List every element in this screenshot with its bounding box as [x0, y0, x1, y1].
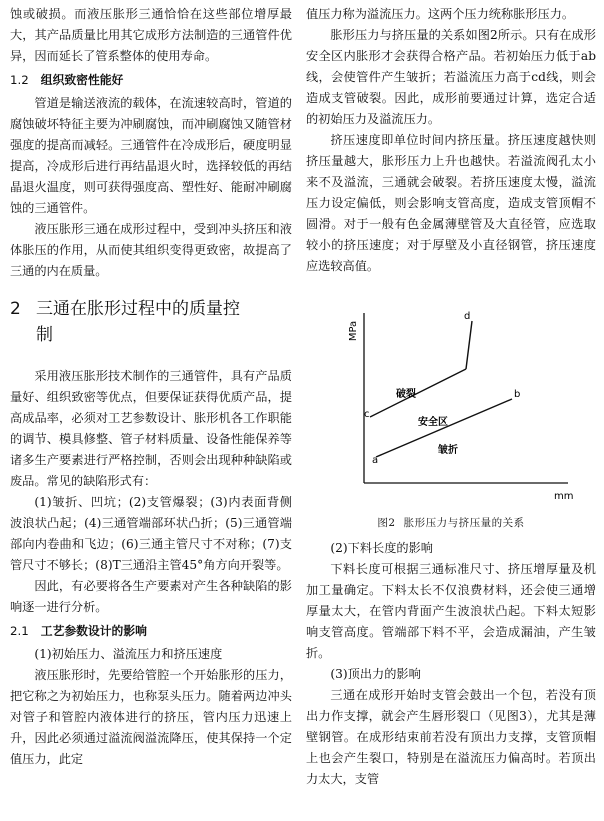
paragraph: 值压力称为溢流压力。这两个压力统称胀形压力。: [306, 7, 575, 21]
paragraph: 液压胀形三通在成形过程中，受到冲头挤压和液体胀压的作用，从而使其组织变得更致密，故提高了三通的内在质量。: [10, 222, 292, 278]
figure-2: [306, 285, 596, 507]
section-number: 2.1: [10, 624, 29, 638]
x-axis-label: mm: [554, 491, 574, 502]
subsection-heading: (1)初始压力、溢流压力和挤压速度: [34, 647, 223, 661]
section-number: 1.2: [10, 73, 29, 87]
subsection-heading: (2)下料长度的影响: [330, 541, 433, 555]
figure-caption: [306, 513, 596, 534]
section-title-line2: 制: [36, 325, 53, 345]
subsection-heading: (3)顶出力的影响: [330, 667, 421, 681]
section-title-line1: 三通在胀形过程中的质量控: [36, 299, 240, 319]
paragraph: 液压胀形时，先要给管腔一个开始胀形的压力，把它称之为初始压力，也称泵头压力。随着两边冲头对管子和管腔内液体进行的挤压，管内压力迅速上升，因此必须通过溢流阀溢流降压，使其保持一个定值压力，此定: [10, 668, 292, 766]
paragraph: 下料长度可根据三通标准尺寸、挤压增厚量及机加工量确定。下料太长不仅浪费材料，还会使三通增厚量太大，在管内背面产生波浪状凸起。下料太短影响支管高度。管端部下料不平，会造成漏油，产生皱折。: [306, 562, 596, 660]
paragraph: 管道是输送液流的载体，在流速较高时，管道的腐蚀破坏特征主要为冲刷腐蚀，而冲刷腐蚀又随管材强度的提高而减轻。三通管件在冷成形后，硬度明显提高，冷成形后进行再结晶退火时，选择较低的再结晶退火温度，则可获得强度高、塑性好、能耐冲刷腐蚀的三通管件。: [10, 96, 292, 215]
point-label-a: a: [372, 455, 379, 466]
region-label-burst: 破裂: [396, 389, 416, 400]
point-label-b: b: [514, 389, 521, 400]
section-title: 组织致密性能好: [40, 73, 124, 87]
point-label-d: d: [464, 311, 471, 322]
caption-number: 图2: [377, 517, 396, 529]
left-column: [10, 4, 292, 770]
caption-text: 胀形压力与挤压量的关系: [403, 517, 525, 529]
paragraph: 采用液压胀形技术制作的三通管件，具有产品质量好、组织致密等优点，但要保证获得优质产品，提高成品率，必须对工艺参数设计、胀形机各工作职能的调节、模具修整、管子材料质量、设备性能保养等诸多生产要素进行严格控制，否则会出现种种缺陷或废品。常见的缺陷形式有：: [10, 369, 292, 488]
region-label-safe: 安全区: [418, 417, 448, 428]
paragraph: 三通在成形开始时支管会鼓出一个包，若没有顶出力作支撑，就会产生唇形裂口（见图3），尤其是薄壁钢管。在成形结束前若没有顶出力支撑，支管顶帽上也会产生裂口，特别是在溢流压力偏高时。若顶出力太大，支管: [306, 688, 596, 786]
right-column: [306, 4, 596, 790]
section-heading-1-2: [10, 70, 292, 91]
section-title: 工艺参数设计的影响: [40, 624, 147, 638]
y-axis-label: MPa: [348, 320, 359, 342]
line-cd-left: [370, 369, 466, 417]
region-label-wrinkle: 皱折: [438, 445, 458, 456]
point-label-c: c: [364, 409, 370, 420]
section-number: 2: [10, 299, 21, 319]
paragraph: 蚀或破损。而液压胀形三通恰恰在这些部位增厚最大，其产品质量比用其它成形方法制造的三通管件优异，因而延长了管系整体的使用寿命。: [10, 7, 292, 63]
pressure-stroke-diagram: [306, 285, 596, 507]
defect-list: (1)皱折、凹坑；(2)支管爆裂；(3)内表面背侧波浪状凸起；(4)三通管端部环状凸折；(5)三通管端部向内卷曲和飞边；(6)三通主管尺寸不对称；(7)支管尺寸不够长；(8)T三通沿主管45°角方向开裂等。: [10, 495, 292, 572]
paragraph: 因此，有必要将各生产要素对产生各种缺陷的影响逐一进行分析。: [10, 579, 292, 614]
paragraph: 胀形压力与挤压量的关系如图2所示。只有在成形安全区内胀形才会获得合格产品。若初始压力低于ab线，会使管件产生皱折；若溢流压力高于cd线，则会造成支管破裂。因此，成形前要通过计算，选定合适的初始压力及溢流压力。: [306, 28, 596, 126]
line-cd-upper: [466, 321, 472, 369]
section-heading-2-1: [10, 621, 292, 642]
paragraph: 挤压速度即单位时间内挤压量。挤压速度越快则挤压量越大，胀形压力上升也越快。若溢流阀孔太小来不及溢流，三通就会破裂。若挤压速度太慢，溢流压力设定偏低，则会影响支管高度，造成支管顶帽不圆滑。对于一般有色金属薄壁管及大直径管，应选取较小的挤压速度；对于厚壁及小直径钢管，挤压速度应选较高值。: [306, 133, 596, 273]
section-heading-2: [10, 296, 292, 348]
